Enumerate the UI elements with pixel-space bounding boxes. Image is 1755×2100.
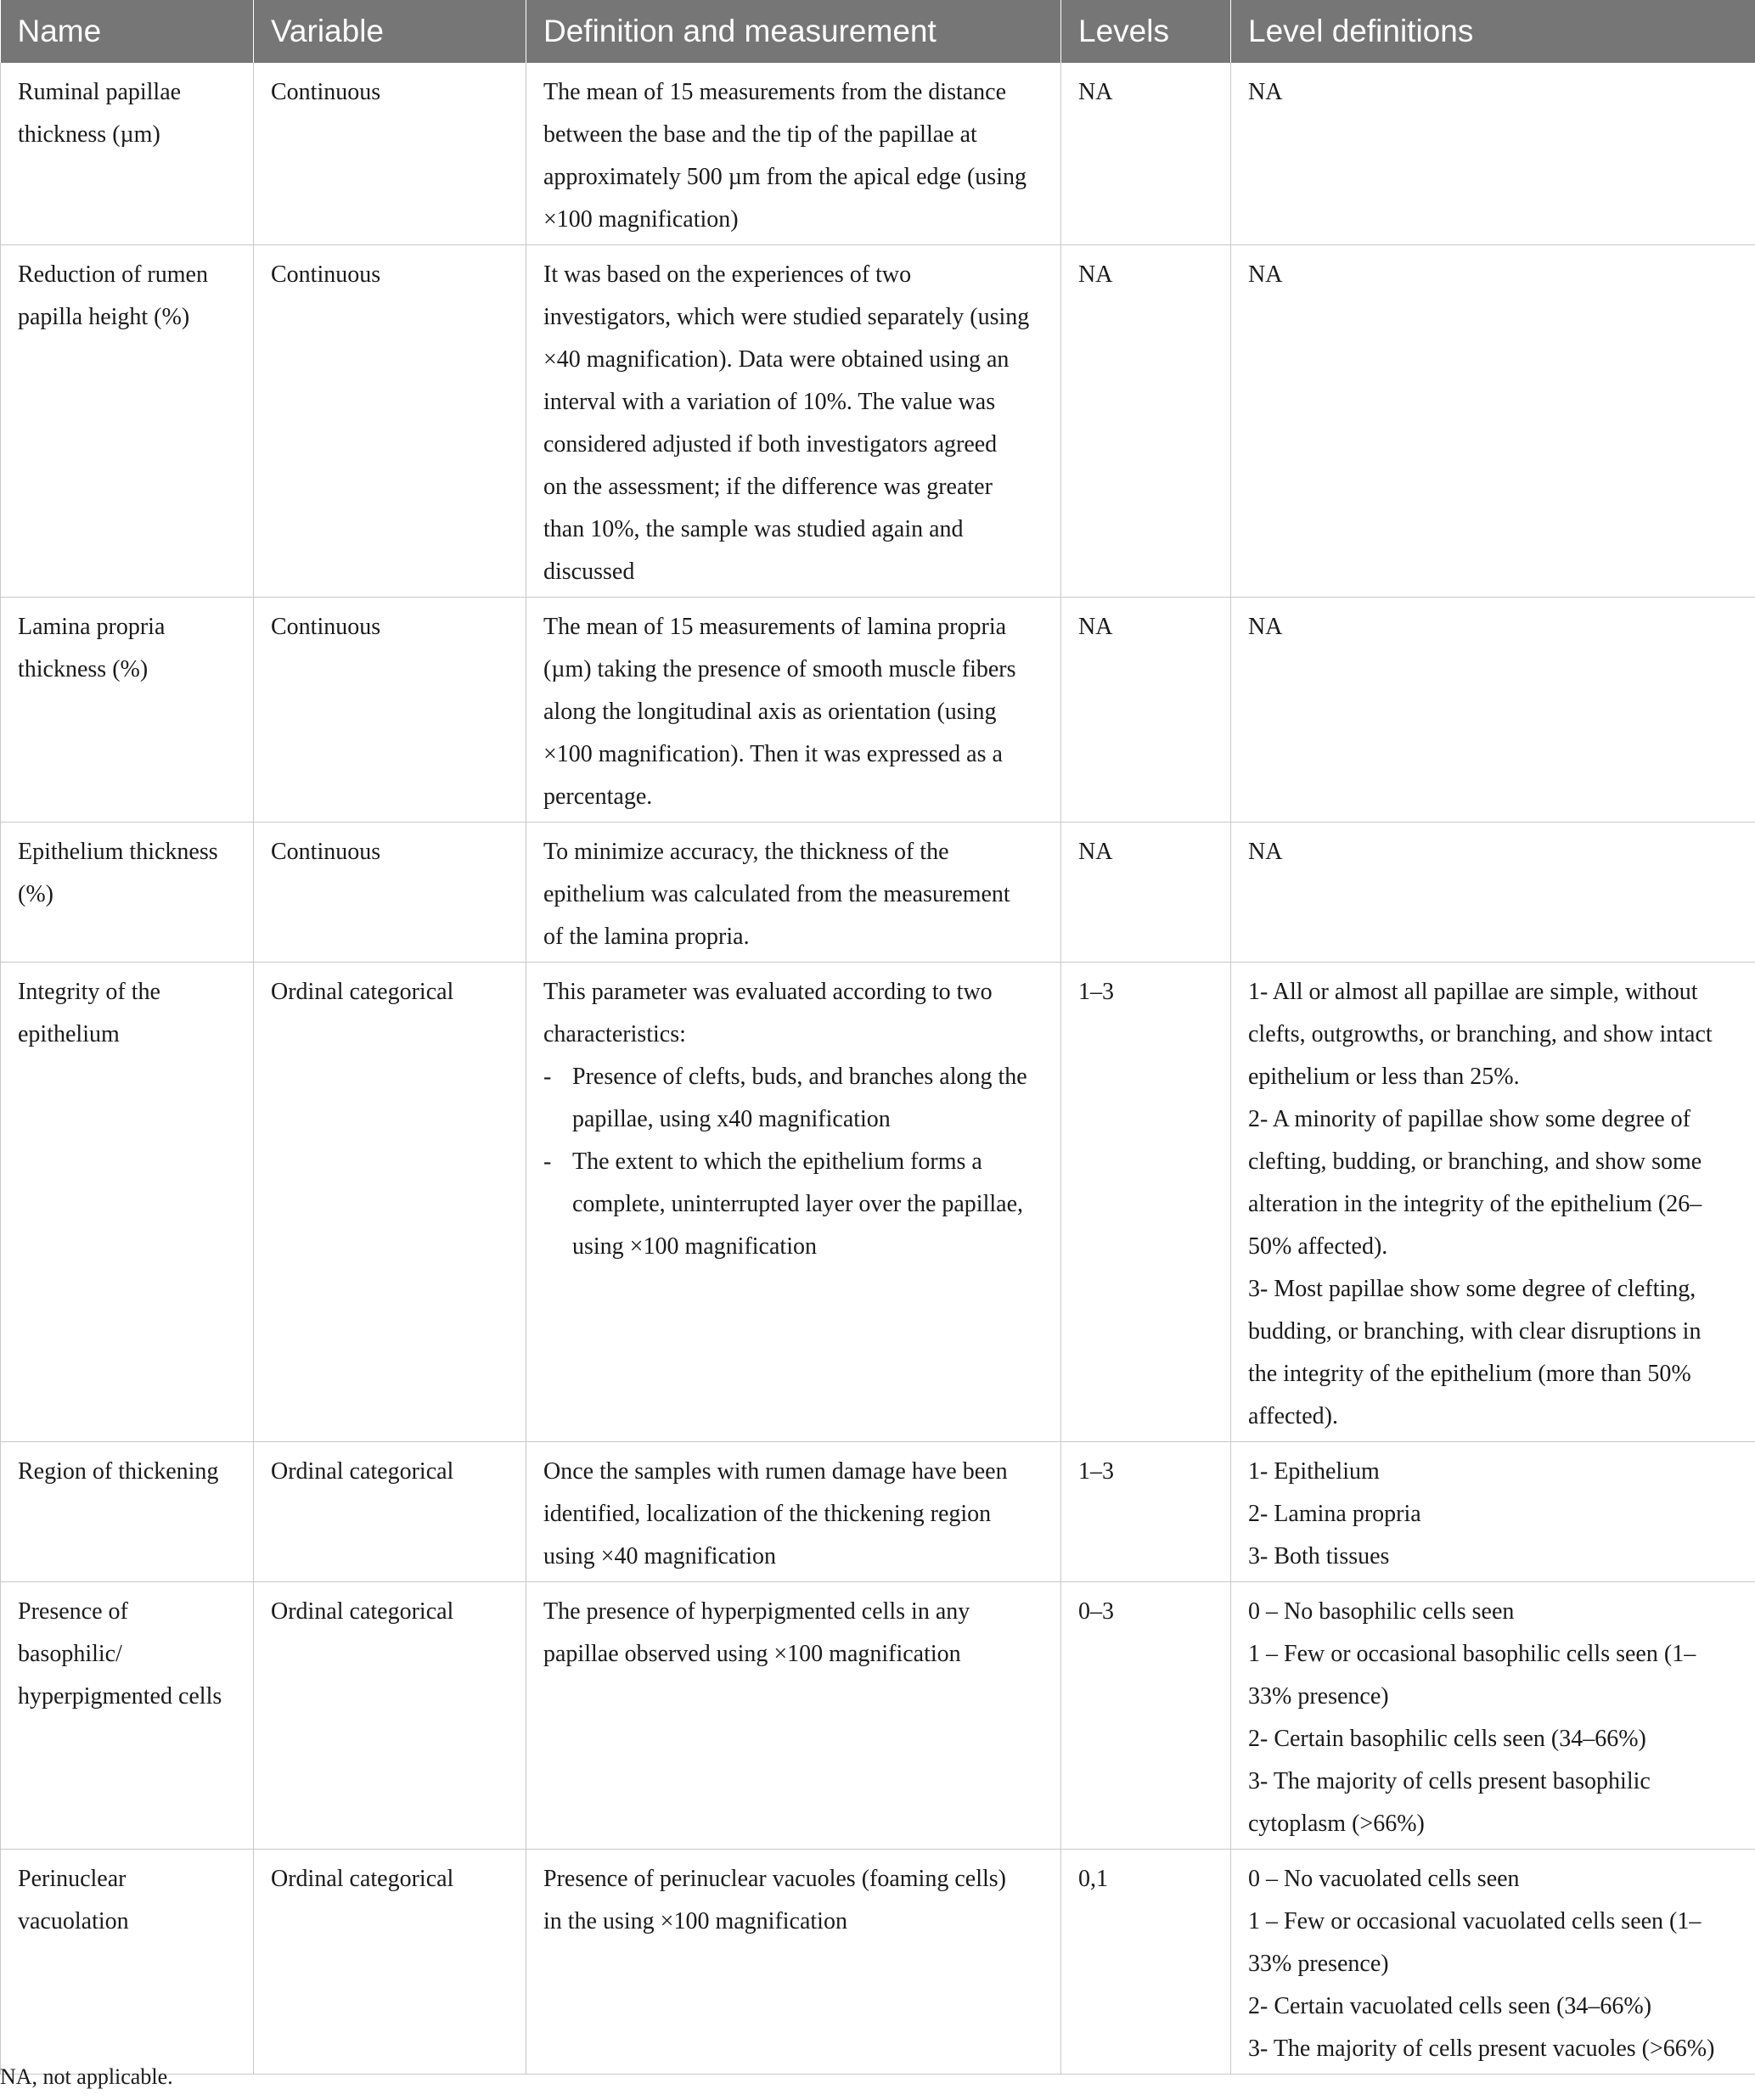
- table-footnote: NA, not applicable.: [0, 2064, 173, 2089]
- level-definition-line: 1 – Few or occasional basophilic cells seen (1–: [1248, 1641, 1696, 1667]
- level-definition-line: cytoplasm (>66%): [1248, 1811, 1425, 1837]
- level-definition-line: the integrity of the epithelium (more than 50%: [1248, 1361, 1691, 1387]
- cell-name: [1, 1850, 254, 2075]
- definition-line: ×40 magnification). Data were obtained using an: [543, 346, 1010, 373]
- definition-line: The presence of hyperpigmented cells in any: [543, 1598, 970, 1625]
- cell-definition: [526, 245, 1061, 598]
- table-row: [1, 823, 1755, 963]
- definition-line: than 10%, the sample was studied again and: [543, 516, 964, 542]
- bullet-line: Presence of clefts, buds, and branches along the: [572, 1064, 1027, 1090]
- definition-line: identified, localization of the thickening region: [543, 1501, 992, 1527]
- table-row: [1, 1582, 1755, 1850]
- name-line: epithelium: [18, 1021, 120, 1047]
- cell-variable: Ordinal categorical: [254, 1850, 526, 2075]
- name-line: Reduction of rumen: [18, 261, 208, 288]
- level-definition-line: NA: [1248, 839, 1283, 865]
- table-body: [1, 63, 1755, 2075]
- level-definition-line: epithelium or less than 25%.: [1248, 1064, 1520, 1090]
- definition-bullet: [543, 1141, 1043, 1268]
- cell-variable: Continuous: [254, 245, 526, 598]
- cell-variable: Continuous: [254, 63, 526, 245]
- name-line: Lamina propria: [18, 614, 166, 640]
- cell-levels: 1–3: [1061, 963, 1231, 1442]
- definition-line: approximately 500 µm from the apical edge (using: [543, 164, 1027, 190]
- name-line: papilla height (%): [18, 304, 190, 330]
- definition-line: along the longitudinal axis as orientation (using: [543, 699, 997, 725]
- cell-variable: Continuous: [254, 598, 526, 823]
- name-line: thickness (µm): [18, 121, 160, 148]
- level-definition-line: NA: [1248, 614, 1283, 640]
- cell-definition: [526, 963, 1061, 1442]
- header-levels: Levels: [1061, 0, 1231, 63]
- bullet-text: [572, 1056, 1043, 1141]
- name-line: Ruminal papillae: [18, 79, 182, 105]
- cell-definition: [526, 63, 1061, 245]
- cell-level-definitions: [1231, 1850, 1755, 2075]
- name-line: Perinuclear: [18, 1866, 127, 1892]
- name-line: Integrity of the: [18, 979, 160, 1005]
- definition-line: The mean of 15 measurements from the distance: [543, 79, 1007, 105]
- level-definition-line: 33% presence): [1248, 1951, 1389, 1977]
- definition-line: epithelium was calculated from the measurement: [543, 881, 1010, 907]
- header-name: Name: [1, 0, 254, 63]
- level-definition-line: affected).: [1248, 1403, 1338, 1429]
- cell-level-definitions: [1231, 63, 1755, 245]
- cell-levels: NA: [1061, 823, 1231, 963]
- table-row: [1, 598, 1755, 823]
- cell-variable: Ordinal categorical: [254, 1582, 526, 1850]
- cell-variable: Ordinal categorical: [254, 963, 526, 1442]
- level-definition-line: 0 – No basophilic cells seen: [1248, 1598, 1515, 1625]
- level-definition-line: 1- Epithelium: [1248, 1458, 1380, 1485]
- definition-line: percentage.: [543, 783, 653, 810]
- cell-name: [1, 963, 254, 1442]
- level-definition-line: NA: [1248, 261, 1283, 288]
- definition-line: Presence of perinuclear vacuoles (foaming cells): [543, 1866, 1006, 1892]
- cell-level-definitions: [1231, 823, 1755, 963]
- definition-line: considered adjusted if both investigators agreed: [543, 431, 998, 458]
- header-definition: Definition and measurement: [526, 0, 1061, 63]
- definition-bullet: [543, 1056, 1043, 1141]
- cell-name: [1, 63, 254, 245]
- level-definition-line: 1- All or almost all papillae are simple, without: [1248, 979, 1698, 1005]
- level-definition-line: 3- The majority of cells present vacuoles (>66%): [1248, 2035, 1715, 2062]
- definition-line: characteristics:: [543, 1021, 686, 1047]
- level-definition-line: 2- A minority of papillae show some degree of: [1248, 1106, 1690, 1132]
- level-definition-line: NA: [1248, 79, 1283, 105]
- cell-levels: NA: [1061, 598, 1231, 823]
- name-line: basophilic/: [18, 1641, 122, 1667]
- cell-level-definitions: [1231, 245, 1755, 598]
- definition-line: using ×40 magnification: [543, 1543, 776, 1569]
- bullet-text: [572, 1141, 1043, 1268]
- level-definition-line: 33% presence): [1248, 1683, 1389, 1710]
- definition-line: investigators, which were studied separately (using: [543, 304, 1030, 330]
- cell-levels: 1–3: [1061, 1442, 1231, 1582]
- table-row: [1, 63, 1755, 245]
- cell-definition: [526, 1442, 1061, 1582]
- cell-definition: [526, 823, 1061, 963]
- cell-levels: NA: [1061, 245, 1231, 598]
- cell-name: [1, 1442, 254, 1582]
- definition-line: of the lamina propria.: [543, 924, 750, 950]
- definition-line: This parameter was evaluated according to two: [543, 979, 993, 1005]
- bullet-marker: -: [543, 1064, 552, 1090]
- table-row: [1, 1850, 1755, 2075]
- definition-line: It was based on the experiences of two: [543, 261, 912, 288]
- name-line: hyperpigmented cells: [18, 1683, 222, 1710]
- level-definition-line: 2- Certain basophilic cells seen (34–66%): [1248, 1726, 1646, 1752]
- table-row: [1, 245, 1755, 598]
- definition-line: To minimize accuracy, the thickness of the: [543, 839, 949, 865]
- level-definition-line: 2- Lamina propria: [1248, 1501, 1421, 1527]
- cell-level-definitions: [1231, 1442, 1755, 1582]
- definition-line: on the assessment; if the difference was greater: [543, 474, 993, 500]
- definition-line: papillae observed using ×100 magnification: [543, 1641, 961, 1667]
- level-definition-line: 3- Both tissues: [1248, 1543, 1390, 1569]
- definition-line: (µm) taking the presence of smooth muscle fibers: [543, 656, 1016, 682]
- table-row: [1, 1442, 1755, 1582]
- cell-variable: Continuous: [254, 823, 526, 963]
- cell-level-definitions: [1231, 598, 1755, 823]
- cell-levels: 0–3: [1061, 1582, 1231, 1850]
- table-header: [1, 0, 1755, 63]
- cell-name: [1, 245, 254, 598]
- level-definition-line: 1 – Few or occasional vacuolated cells seen (1–: [1248, 1908, 1702, 1934]
- cell-definition: [526, 598, 1061, 823]
- name-line: (%): [18, 881, 53, 907]
- cell-variable: Ordinal categorical: [254, 1442, 526, 1582]
- cell-definition: [526, 1582, 1061, 1850]
- level-definition-line: 50% affected).: [1248, 1233, 1388, 1260]
- level-definition-line: alteration in the integrity of the epithelium (26–: [1248, 1191, 1702, 1217]
- definition-line: ×100 magnification): [543, 206, 739, 233]
- bullet-line: complete, uninterrupted layer over the papillae,: [572, 1191, 1024, 1217]
- definition-line: interval with a variation of 10%. The value was: [543, 389, 996, 415]
- cell-definition: [526, 1850, 1061, 2075]
- definition-line: discussed: [543, 559, 635, 585]
- definition-line: The mean of 15 measurements of lamina propria: [543, 614, 1007, 640]
- table-row: [1, 963, 1755, 1442]
- definition-line: between the base and the tip of the papillae at: [543, 121, 977, 148]
- cell-level-definitions: [1231, 963, 1755, 1442]
- header-variable: Variable: [254, 0, 526, 63]
- cell-name: [1, 1582, 254, 1850]
- cell-name: [1, 823, 254, 963]
- level-definition-line: budding, or branching, with clear disruptions in: [1248, 1318, 1702, 1345]
- level-definition-line: clefting, budding, or branching, and show some: [1248, 1148, 1702, 1175]
- bullet-line: The extent to which the epithelium forms a: [572, 1148, 982, 1175]
- bullet-line: papillae, using x40 magnification: [572, 1106, 891, 1132]
- name-line: thickness (%): [18, 656, 149, 682]
- header-level-definitions: Level definitions: [1231, 0, 1755, 63]
- name-line: vacuolation: [18, 1908, 129, 1934]
- level-definition-line: 0 – No vacuolated cells seen: [1248, 1866, 1520, 1892]
- definition-line: in the using ×100 magnification: [543, 1908, 847, 1934]
- level-definition-line: clefts, outgrowths, or branching, and show intact: [1248, 1021, 1713, 1047]
- level-definition-line: 3- Most papillae show some degree of clefting,: [1248, 1276, 1696, 1302]
- bullet-line: using ×100 magnification: [572, 1233, 817, 1260]
- level-definition-line: 3- The majority of cells present basophilic: [1248, 1768, 1651, 1794]
- cell-levels: NA: [1061, 63, 1231, 245]
- definition-line: Once the samples with rumen damage have been: [543, 1458, 1008, 1485]
- definition-line: ×100 magnification). Then it was expressed as a: [543, 741, 1003, 767]
- name-line: Region of thickening: [18, 1458, 219, 1485]
- cell-levels: 0,1: [1061, 1850, 1231, 2075]
- cell-level-definitions: [1231, 1582, 1755, 1850]
- cell-name: [1, 598, 254, 823]
- bullet-marker: -: [543, 1148, 552, 1175]
- header-row: [1, 0, 1755, 63]
- name-line: Epithelium thickness: [18, 839, 218, 865]
- level-definition-line: 2- Certain vacuolated cells seen (34–66%): [1248, 1993, 1652, 2019]
- name-line: Presence of: [18, 1598, 128, 1625]
